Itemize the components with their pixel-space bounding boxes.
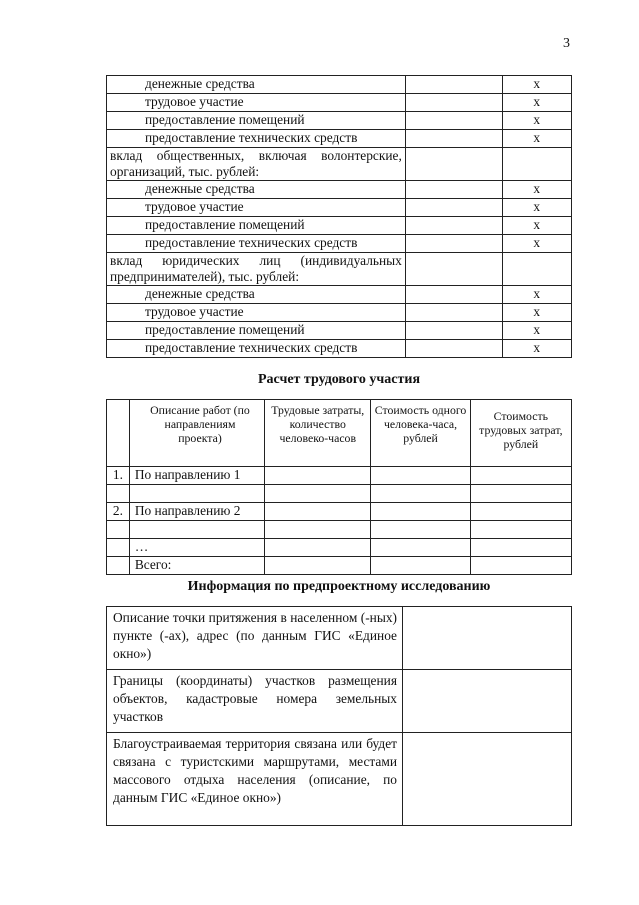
- table-row: [107, 322, 572, 340]
- row-number: [107, 557, 130, 575]
- row-description: Всего:: [129, 557, 264, 575]
- table-row: [107, 217, 572, 235]
- row-number: [107, 539, 130, 557]
- research-section-title: Информация по предпроектному исследованию: [187, 579, 491, 594]
- row-label: денежные средства: [107, 76, 406, 94]
- table-header-row: [107, 400, 572, 467]
- total-cost-cell[interactable]: [470, 503, 571, 521]
- header-description: Описание работ (по направлениям проекта): [129, 400, 264, 467]
- row-label: Описание точки притяжения в населенном (-ных) пункте (-ах), адрес (по данным ГИС «Единое окно»): [107, 607, 403, 670]
- section-heading-public-orgs: вклад общественных, включая волонтерские, организаций, тыс. рублей:: [107, 148, 406, 181]
- labor-table: [106, 399, 572, 575]
- hour-cost-cell[interactable]: [371, 503, 470, 521]
- total-cost-cell[interactable]: [470, 467, 571, 485]
- mark-cell: [502, 148, 572, 181]
- hours-cell[interactable]: [265, 485, 371, 503]
- hours-cell[interactable]: [265, 557, 371, 575]
- row-label: предоставление помещений: [107, 217, 406, 235]
- table-row: [107, 130, 572, 148]
- table-row: [107, 181, 572, 199]
- row-label: денежные средства: [107, 181, 406, 199]
- table-row: [107, 286, 572, 304]
- table-row: [107, 521, 572, 539]
- row-description: [129, 485, 264, 503]
- table-row: [107, 733, 572, 826]
- mark-cell: [502, 253, 572, 286]
- mark-cell: х: [502, 304, 572, 322]
- row-number: [107, 485, 130, 503]
- row-description: [129, 521, 264, 539]
- table-row: [107, 199, 572, 217]
- table-row: [107, 485, 572, 503]
- row-label: Границы (координаты) участков размещения объектов, кадастровые номера земельных участков: [107, 670, 403, 733]
- mark-cell: х: [502, 76, 572, 94]
- hours-cell[interactable]: [265, 539, 371, 557]
- value-cell[interactable]: [405, 253, 502, 286]
- mark-cell: х: [502, 112, 572, 130]
- value-cell[interactable]: [405, 304, 502, 322]
- section-heading-legal-entities: вклад юридических лиц (индивидуальных предпринимателей), тыс. рублей:: [107, 253, 406, 286]
- row-number: 1.: [107, 467, 130, 485]
- value-cell[interactable]: [405, 235, 502, 253]
- total-cost-cell[interactable]: [470, 557, 571, 575]
- table-row: [107, 304, 572, 322]
- hours-cell[interactable]: [265, 521, 371, 539]
- table-row: [107, 539, 572, 557]
- hour-cost-cell[interactable]: [371, 485, 470, 503]
- row-label: трудовое участие: [107, 304, 406, 322]
- value-cell[interactable]: [405, 286, 502, 304]
- table-row: [107, 503, 572, 521]
- hour-cost-cell[interactable]: [371, 521, 470, 539]
- value-cell[interactable]: [403, 607, 572, 670]
- row-label: денежные средства: [107, 286, 406, 304]
- contributions-table: [106, 75, 572, 358]
- row-description: По направлению 2: [129, 503, 264, 521]
- row-label: трудовое участие: [107, 199, 406, 217]
- hours-cell[interactable]: [265, 503, 371, 521]
- row-label: предоставление помещений: [107, 112, 406, 130]
- mark-cell: х: [502, 340, 572, 358]
- total-cost-cell[interactable]: [470, 521, 571, 539]
- value-cell[interactable]: [405, 199, 502, 217]
- row-label: предоставление помещений: [107, 322, 406, 340]
- value-cell[interactable]: [405, 112, 502, 130]
- table-row: [107, 557, 572, 575]
- total-cost-cell[interactable]: [470, 539, 571, 557]
- table-row: [107, 94, 572, 112]
- page-number: 3: [563, 36, 570, 51]
- row-label: предоставление технических средств: [107, 130, 406, 148]
- total-cost-cell[interactable]: [470, 485, 571, 503]
- row-number: 2.: [107, 503, 130, 521]
- hours-cell[interactable]: [265, 467, 371, 485]
- table-row: [107, 607, 572, 670]
- table-row: [107, 76, 572, 94]
- value-cell[interactable]: [405, 76, 502, 94]
- hour-cost-cell[interactable]: [371, 539, 470, 557]
- value-cell[interactable]: [405, 340, 502, 358]
- table-row: [107, 670, 572, 733]
- mark-cell: х: [502, 130, 572, 148]
- value-cell[interactable]: [405, 181, 502, 199]
- header-total-cost: Стоимость трудовых затрат, рублей: [470, 400, 571, 467]
- table-row: [107, 112, 572, 130]
- table-row: [107, 340, 572, 358]
- row-label: трудовое участие: [107, 94, 406, 112]
- labor-section-title: Расчет трудового участия: [257, 372, 421, 387]
- row-description: …: [129, 539, 264, 557]
- mark-cell: х: [502, 235, 572, 253]
- row-label: предоставление технических средств: [107, 340, 406, 358]
- value-cell[interactable]: [403, 670, 572, 733]
- value-cell[interactable]: [405, 130, 502, 148]
- table-row: [107, 235, 572, 253]
- row-label: предоставление технических средств: [107, 235, 406, 253]
- header-hour-cost: Стоимость одного человека-часа, рублей: [371, 400, 470, 467]
- table-row: [107, 253, 572, 286]
- value-cell[interactable]: [405, 94, 502, 112]
- row-description: По направлению 1: [129, 467, 264, 485]
- mark-cell: х: [502, 217, 572, 235]
- table-row: [107, 148, 572, 181]
- mark-cell: х: [502, 94, 572, 112]
- mark-cell: х: [502, 181, 572, 199]
- value-cell[interactable]: [405, 217, 502, 235]
- value-cell[interactable]: [405, 322, 502, 340]
- value-cell[interactable]: [405, 148, 502, 181]
- mark-cell: х: [502, 286, 572, 304]
- row-label: Благоустраиваемая территория связана или будет связана с туристскими маршрутами, местами массового отдыха населения (описание, по данным ГИС «Единое окно»): [107, 733, 403, 826]
- header-hours: Трудовые затраты, количество человеко-часов: [265, 400, 371, 467]
- research-table: [106, 606, 572, 826]
- mark-cell: х: [502, 322, 572, 340]
- value-cell[interactable]: [403, 733, 572, 826]
- mark-cell: х: [502, 199, 572, 217]
- row-number: [107, 521, 130, 539]
- header-number: [107, 400, 130, 467]
- hour-cost-cell[interactable]: [371, 467, 470, 485]
- hour-cost-cell[interactable]: [371, 557, 470, 575]
- table-row: [107, 467, 572, 485]
